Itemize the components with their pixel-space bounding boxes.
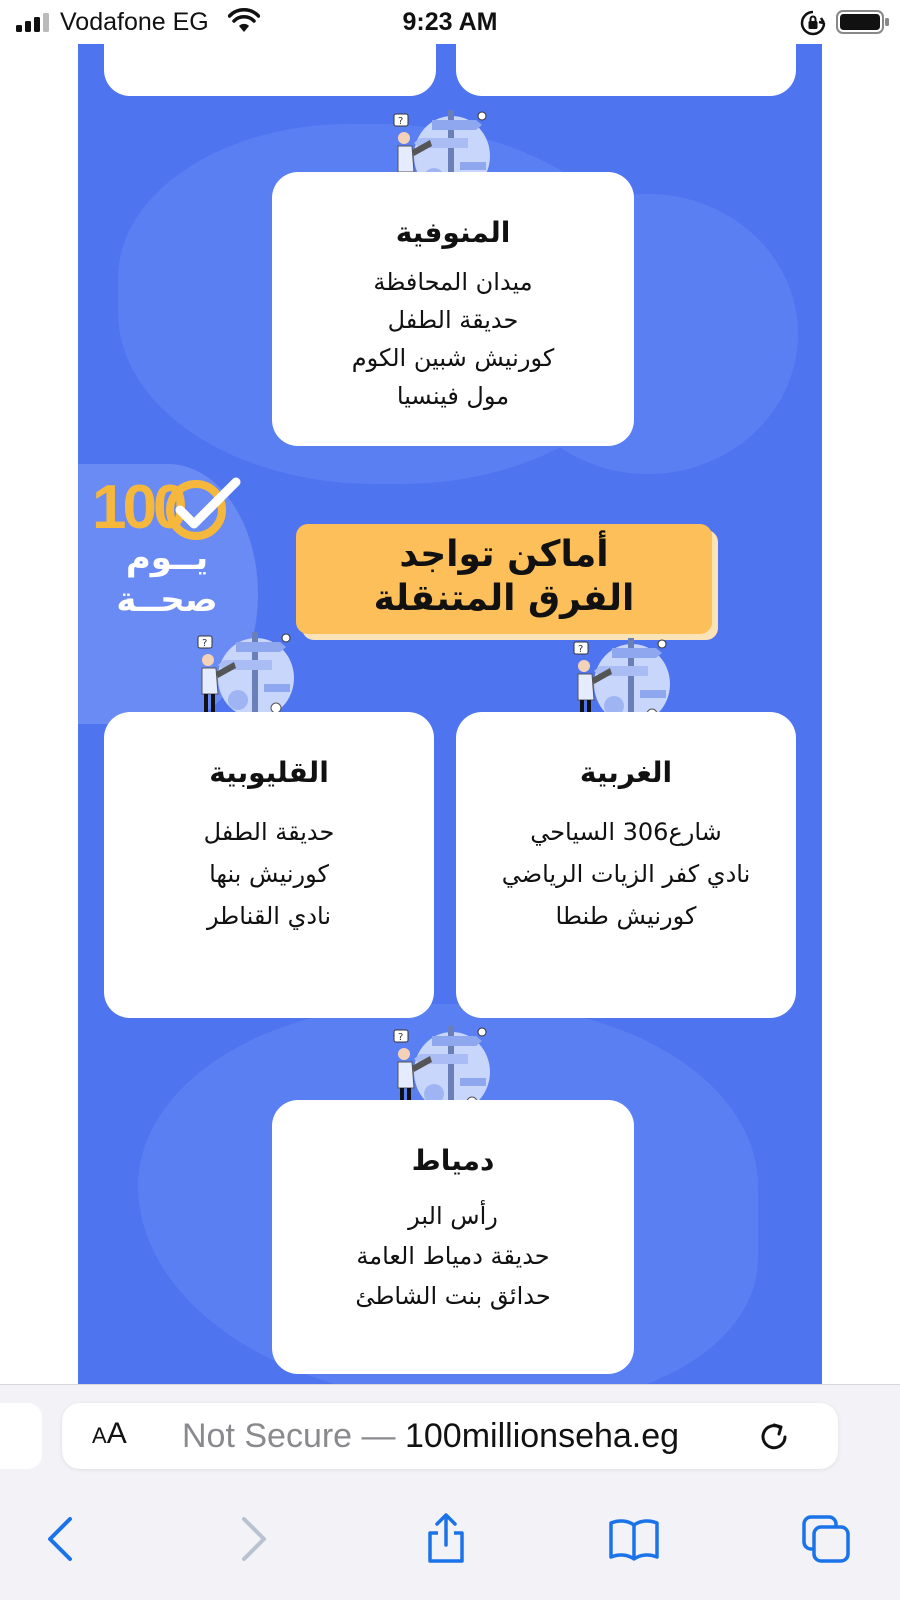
logo-word: صحــة [116, 580, 218, 620]
text-size-button[interactable] [92, 1417, 142, 1457]
battery-icon [836, 9, 890, 35]
forward-icon[interactable] [226, 1513, 278, 1565]
clock-time: 9:23 AM [402, 8, 498, 36]
share-icon[interactable] [420, 1513, 472, 1565]
card-line: حديقة الطفل [203, 818, 335, 846]
logo-number: 100 [92, 473, 184, 542]
signal-icon [16, 12, 52, 32]
browser-bottom-bar [0, 1384, 900, 1600]
location-card-qalyubia [104, 712, 434, 1018]
location-card-damietta [272, 1100, 634, 1374]
carrier-name: Vodafone EG [60, 8, 209, 36]
svg-text:?: ? [398, 116, 404, 127]
svg-text:?: ? [398, 1032, 404, 1043]
security-status: Not Secure — [182, 1417, 405, 1455]
section-title-banner [296, 524, 712, 634]
wifi-icon [228, 8, 260, 34]
tabs-icon[interactable] [800, 1513, 852, 1565]
check-icon [162, 476, 242, 540]
card-line: كورنيش طنطا [555, 902, 697, 930]
card-line: كورنيش شبين الكوم [351, 344, 555, 372]
reload-icon[interactable] [754, 1417, 794, 1457]
location-card-gharbia [456, 712, 796, 1018]
svg-text:?: ? [578, 644, 584, 655]
bookmarks-icon[interactable] [608, 1513, 660, 1565]
card-line: نادي القناطر [206, 902, 332, 930]
100-days-health-logo [92, 472, 242, 632]
page-content[interactable] [78, 44, 822, 1384]
location-card-monufia [272, 172, 634, 446]
card-line: حديقة دمياط العامة [356, 1242, 550, 1270]
svg-text:?: ? [202, 638, 208, 649]
card-line: مول فينسيا [396, 382, 510, 410]
card-partial-top-right [456, 44, 796, 96]
card-partial-top-left [104, 44, 436, 96]
status-bar [0, 0, 900, 44]
card-line: نادي كفر الزيات الرياضي [501, 860, 751, 888]
url-display[interactable] [182, 1417, 679, 1456]
banner-line: الفرق المتنقلة [373, 578, 635, 619]
card-title: الغربية [579, 756, 673, 789]
card-line: رأس البر [408, 1202, 498, 1230]
card-title: دمياط [411, 1144, 495, 1177]
card-title: المنوفية [395, 216, 511, 249]
url-domain: 100millionseha.eg [404, 1417, 680, 1455]
card-line: شارع306 السياحي [530, 818, 722, 846]
text-size-small-a: A [92, 1423, 107, 1448]
previous-tab-preview[interactable] [0, 1403, 42, 1469]
banner-line: أماكن تواجد [399, 534, 609, 575]
orientation-lock-icon [800, 10, 826, 36]
card-line: ميدان المحافظة [373, 268, 533, 296]
address-bar[interactable] [62, 1403, 838, 1469]
logo-word: يــوم [125, 538, 209, 578]
card-title: القليوبية [209, 756, 329, 789]
card-line: حديقة الطفل [387, 306, 519, 334]
back-icon[interactable] [36, 1513, 88, 1565]
card-line: حدائق بنت الشاطئ [355, 1282, 551, 1310]
card-line: كورنيش بنها [209, 860, 329, 888]
text-size-big-a: A [106, 1417, 127, 1450]
